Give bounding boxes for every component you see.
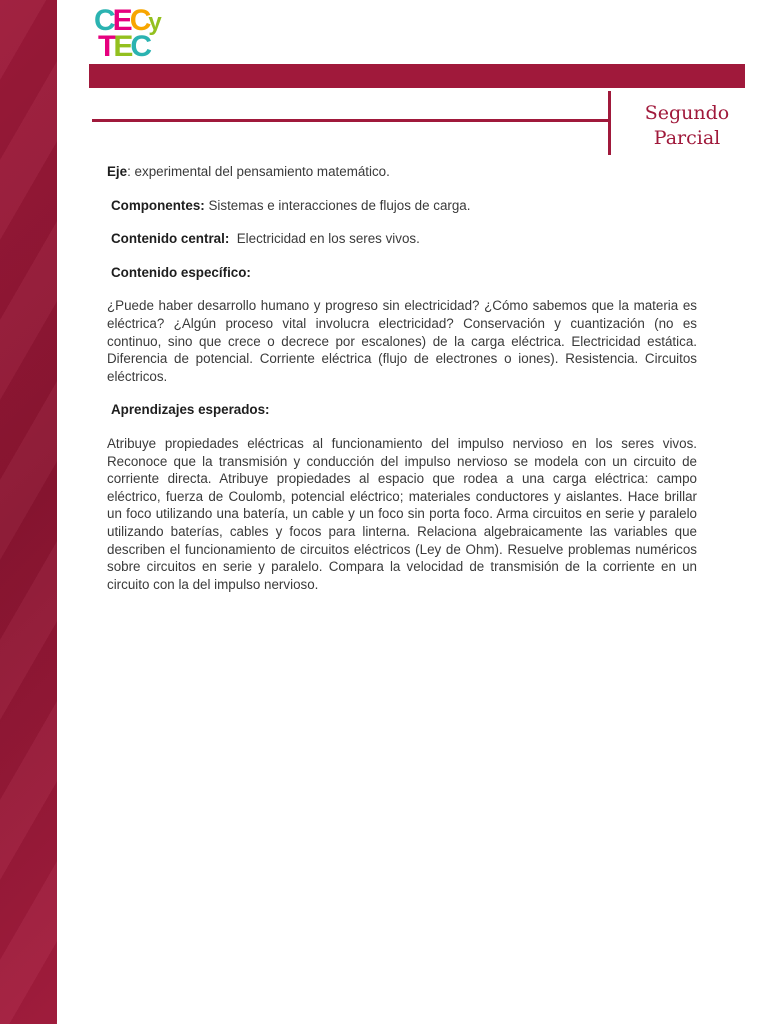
logo-letter: E xyxy=(112,4,130,37)
contenido-especifico-paragraph: ¿Puede haber desarrollo humano y progreso sin electricidad? ¿Cómo sabemos que la materia es eléctrica? ¿Algún proceso vital involucra electricidad? Conservación y cuantización (no es continuo, sino que crece o decrece por escalones) de la carga eléctrica. Electricidad estática. Diferencia de potencial. Corriente eléctrica (flujo de electrones o iones). Resistencia. Circuitos eléctricos. xyxy=(107,298,697,384)
contenido-especifico-label: Contenido específico: xyxy=(111,264,251,280)
cecytec-logo xyxy=(94,4,176,64)
header-bar xyxy=(89,64,745,88)
header-vertical-line xyxy=(608,91,611,155)
section-title xyxy=(622,101,752,151)
logo-letter: C xyxy=(130,30,150,63)
contenido-central-field xyxy=(107,230,697,248)
eje-field xyxy=(107,163,697,181)
contenido-especifico-heading xyxy=(107,264,697,282)
logo-letter: C xyxy=(94,4,113,37)
section-title-line-1: Segundo xyxy=(644,102,730,124)
eje-value: : experimental del pensamiento matemático. xyxy=(127,164,390,179)
logo-letter: T xyxy=(98,30,114,63)
logo-line-2 xyxy=(98,32,149,62)
logo-letter: y xyxy=(148,9,159,36)
aprendizajes-heading xyxy=(107,401,697,419)
document-body xyxy=(107,163,697,609)
eje-label: Eje xyxy=(107,164,128,179)
header-divider-line xyxy=(92,119,611,122)
section-title-line-2: Parcial xyxy=(653,127,721,149)
componentes-label: Componentes: xyxy=(111,197,205,213)
logo-letter: C xyxy=(129,4,149,37)
contenido-central-label: Contenido central: xyxy=(111,231,230,247)
logo-letter: E xyxy=(113,30,131,63)
aprendizajes-paragraph: Atribuye propiedades eléctricas al funcionamiento del impulso nervioso en los seres vivos. Reconoce que la transmisión y conducción del impulso nervioso se modela con un circuito de corriente directa. Atribuye propiedades al espacio que rodea a una carga eléctrica: campo eléctrico, fuerza de Coulomb, potencial eléctrico; materiales conductores y aislantes. Hace brillar un foco utilizando una batería, un cable y un foco sin porta foco. Arma circuitos en serie y paralelo utilizando baterías, cables y focos para linterna. Relaciona algebraicamente las variables que describen el funcionamiento de circuitos eléctricos (Ley de Ohm). Resuelve problemas numéricos sobre circuitos en serie y paralelo. Compara la velocidad de transmisión de la corriente en un circuito con la del impulso nervioso. xyxy=(107,435,697,592)
aprendizajes-label: Aprendizajes esperados: xyxy=(111,402,270,418)
contenido-central-value: Electricidad en los seres vivos. xyxy=(229,231,420,247)
componentes-value: Sistemas e interacciones de flujos de carga. xyxy=(204,197,471,213)
componentes-field xyxy=(107,197,697,215)
decorative-side-band xyxy=(0,0,57,1024)
